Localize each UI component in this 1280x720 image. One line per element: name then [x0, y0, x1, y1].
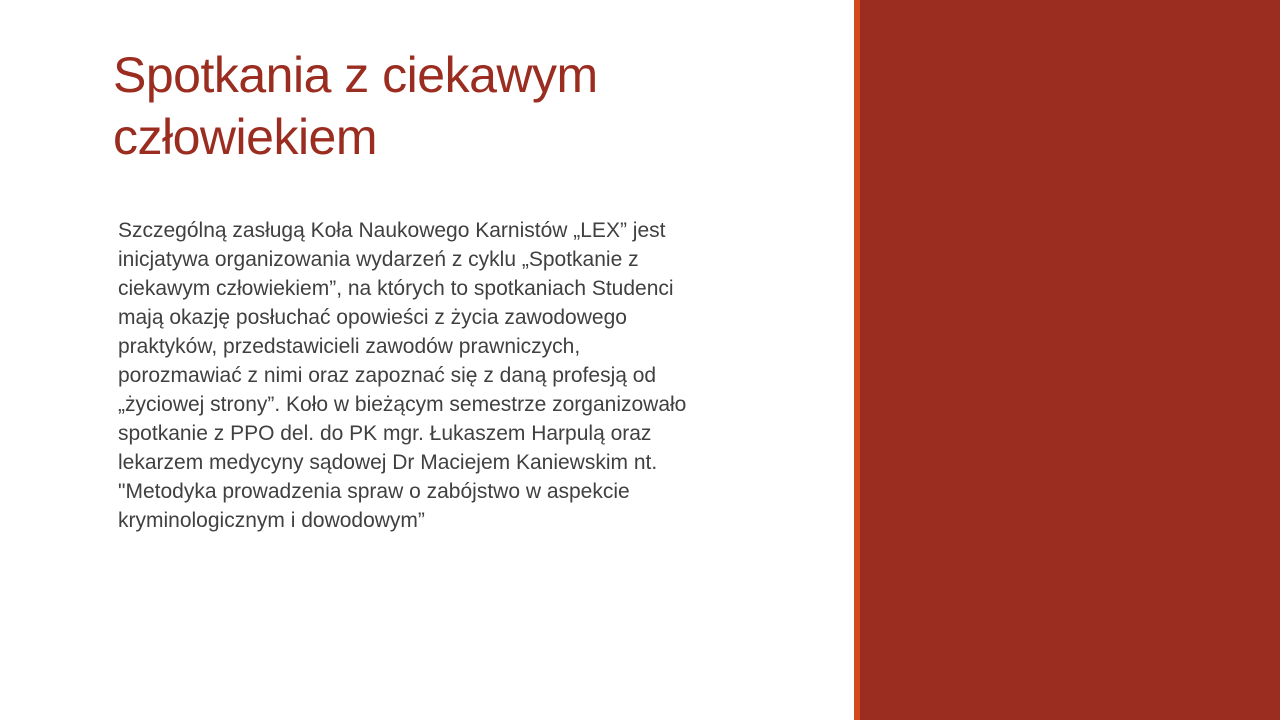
body-text-line: kryminologicznym i dowodowym”	[118, 509, 425, 532]
body-text-line: porozmawiać z nimi oraz zapoznać się z daną profesją od	[118, 364, 657, 387]
body-text-line: "Metodyka prowadzenia spraw o zabójstwo w aspekcie	[118, 480, 630, 503]
body-text-line: mają okazję posłuchać opowieści z życia zawodowego	[118, 306, 627, 329]
body-text-line: Szczególną zasługą Koła Naukowego Karnistów „LEX” jest	[118, 219, 666, 242]
slide-title	[113, 44, 813, 168]
slide-body-text	[118, 216, 818, 535]
body-text-line: ciekawym człowiekiem”, na których to spotkaniach Studenci	[118, 277, 674, 300]
decorative-side-panel	[860, 0, 1280, 720]
body-text-line: „życiowej strony”. Koło w bieżącym semestrze zorganizowało	[118, 393, 687, 416]
slide-title-line: człowiekiem	[113, 109, 378, 165]
body-text-line: spotkanie z PPO del. do PK mgr. Łukaszem Harpulą oraz	[118, 422, 652, 445]
slide-title-line: Spotkania z ciekawym	[113, 47, 598, 103]
body-text-line: lekarzem medycyny sądowej Dr Maciejem Kaniewskim nt.	[118, 451, 658, 474]
body-text-line: praktyków, przedstawicieli zawodów prawniczych,	[118, 335, 581, 358]
body-text-line: inicjatywa organizowania wydarzeń z cyklu „Spotkanie z	[118, 248, 639, 271]
